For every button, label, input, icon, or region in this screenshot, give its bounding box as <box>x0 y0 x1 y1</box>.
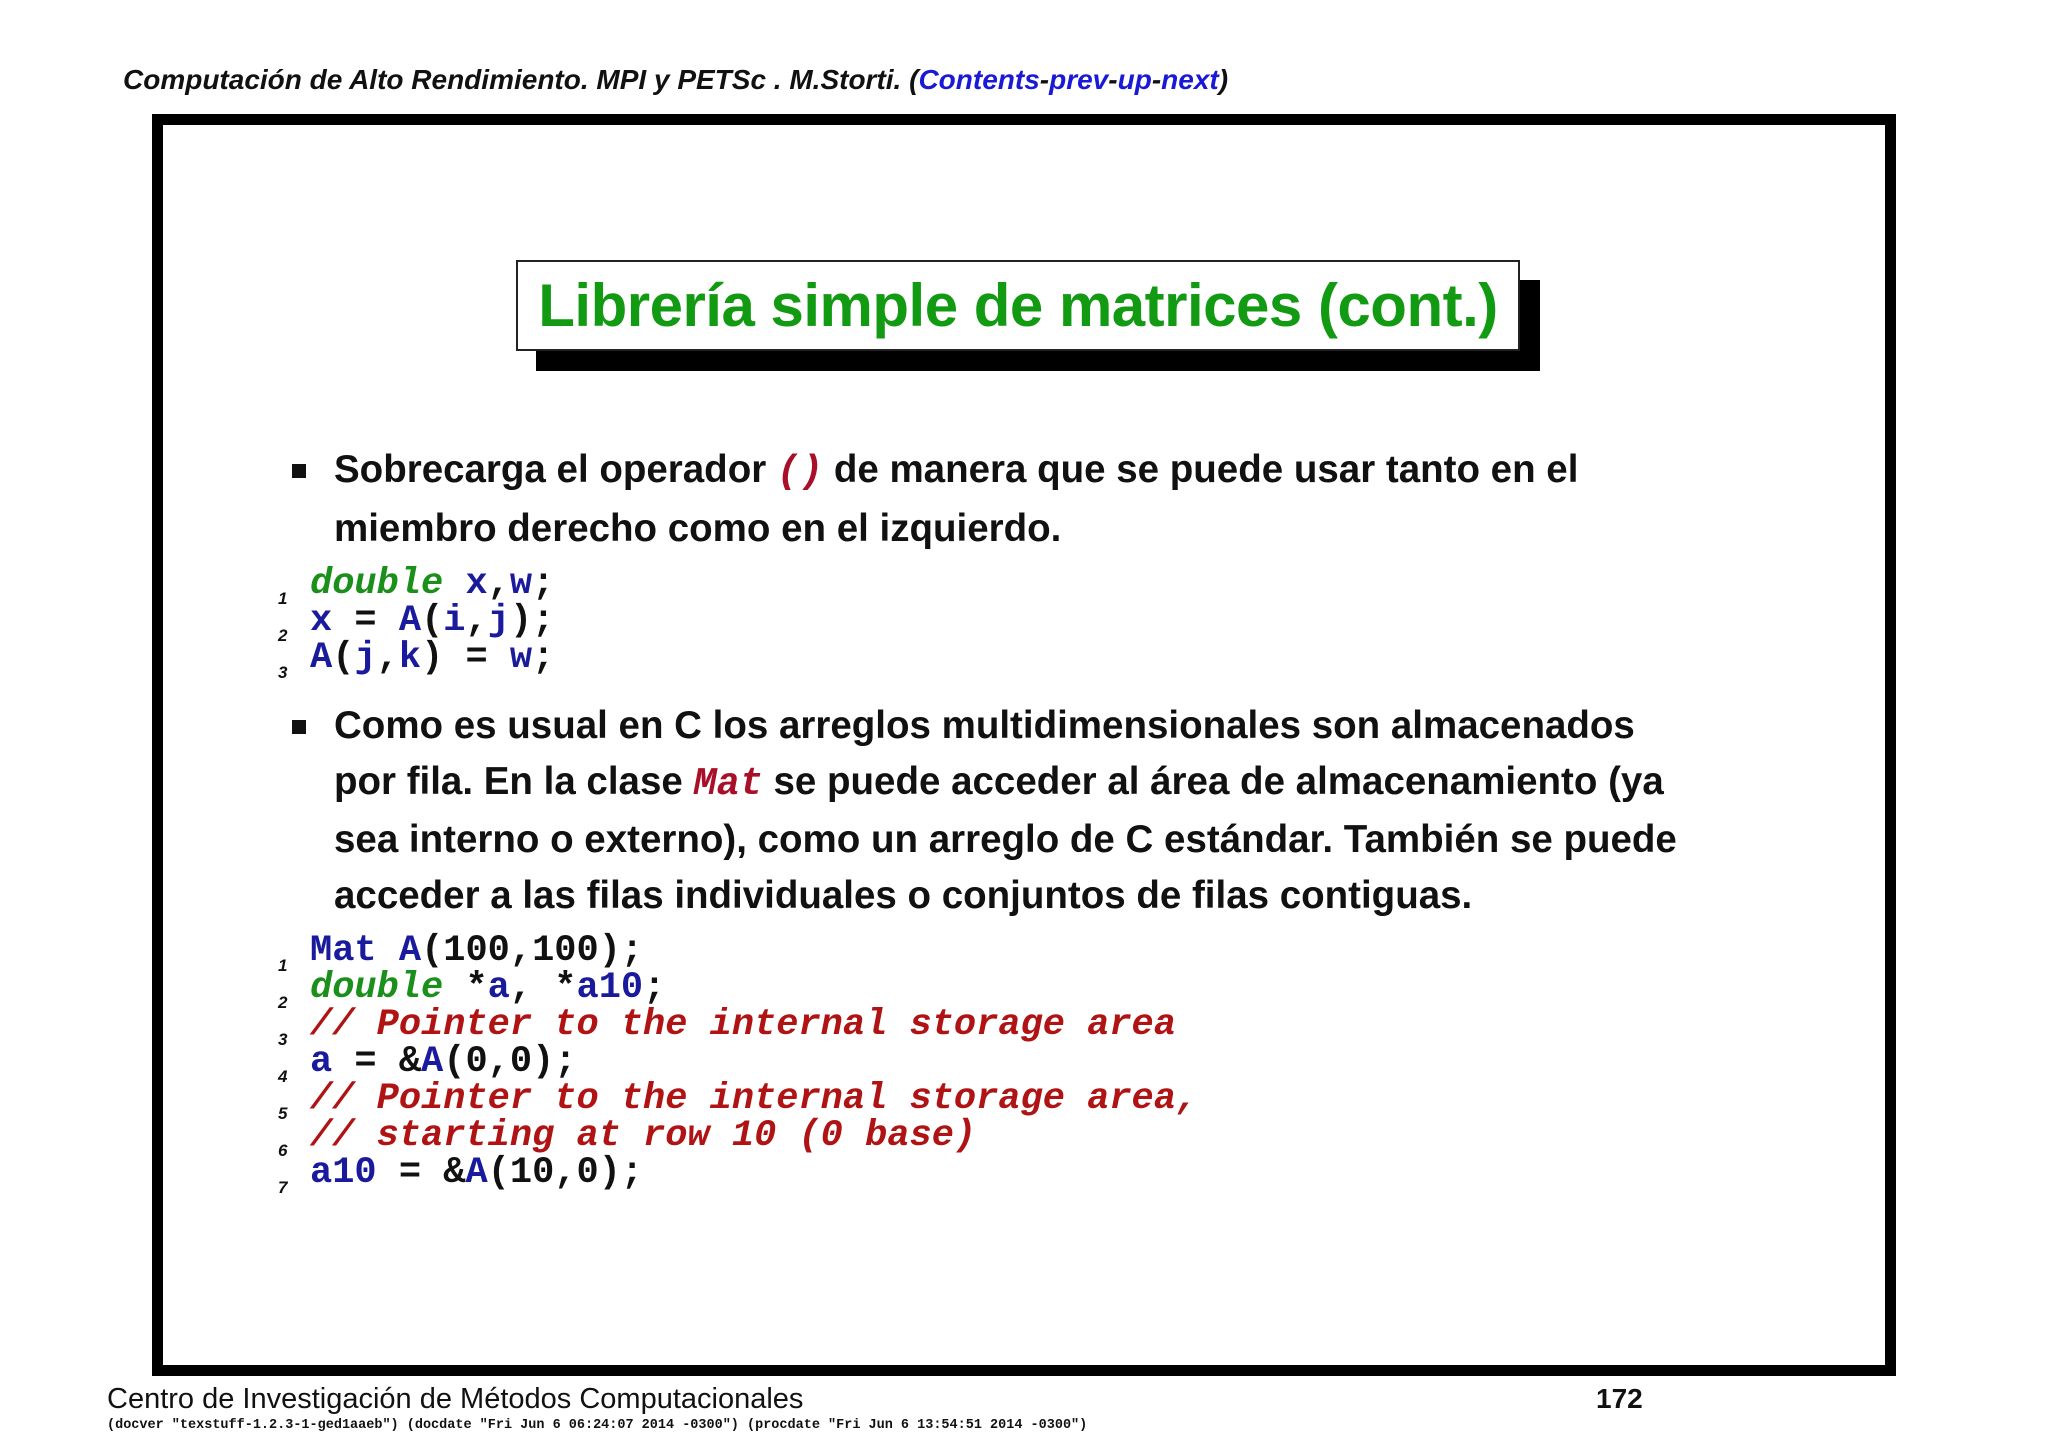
code-comment: // Pointer to the internal storage area <box>310 1004 1176 1046</box>
code-op: (0,0); <box>443 1041 577 1083</box>
line-number: 1 <box>278 956 288 975</box>
slide-title: Librería simple de matrices (cont.) <box>538 272 1498 339</box>
code-op: (100,100); <box>421 930 644 972</box>
inline-code: () <box>776 450 824 494</box>
code-identifier: a10 <box>576 967 644 1009</box>
code-op: = <box>332 600 399 642</box>
code-op: ( <box>421 600 444 642</box>
code-identifier: x <box>465 563 488 605</box>
text-span: Sobrecarga el operador <box>334 448 777 491</box>
code-identifier: A <box>465 1152 488 1194</box>
code-op <box>443 563 465 605</box>
code-op: (10,0); <box>487 1152 644 1194</box>
bullet-marker <box>292 720 306 734</box>
code-identifier: k <box>398 637 422 679</box>
header-close-paren: ) <box>1218 64 1229 95</box>
code-keyword: double <box>310 967 444 1009</box>
code-op: = & <box>376 1152 466 1194</box>
code-op: ; <box>532 563 555 605</box>
code-op: ) = <box>421 637 510 679</box>
code-op: , <box>376 637 399 679</box>
line-number: 3 <box>278 663 288 682</box>
code-keyword: double <box>310 563 444 605</box>
footer-institution: Centro de Investigación de Métodos Computacionales <box>107 1383 804 1415</box>
nav-contents-link[interactable]: Contents <box>918 64 1040 95</box>
line-number: 1 <box>278 589 288 608</box>
paragraph-line <box>334 442 1578 501</box>
code-line <box>270 1078 1199 1123</box>
code-identifier: w <box>509 637 533 679</box>
doc-version-info: (docver "texstuff-1.2.3-1-ged1aaeb") (docdate "Fri Jun 6 06:24:07 2014 -0300") (procdate "Fri Jun 6 13:54:51 2014 -0300") <box>107 1418 1088 1433</box>
nav-prev-link[interactable]: prev <box>1049 64 1109 95</box>
code-line <box>270 1041 577 1086</box>
page-number: 172 <box>1596 1383 1643 1414</box>
nav-next-link[interactable]: next <box>1161 64 1219 95</box>
page-header <box>123 64 1228 96</box>
code-identifier: A <box>398 600 422 642</box>
code-identifier: j <box>354 637 377 679</box>
code-op: * <box>443 967 488 1009</box>
paragraph-line <box>334 754 1677 813</box>
paragraph-line: acceder a las filas individuales o conjuntos de filas contiguas. <box>334 873 1473 917</box>
line-number: 4 <box>278 1067 288 1086</box>
paragraph-line: sea interno o externo), como un arreglo de C estándar. También se puede <box>334 818 1677 861</box>
code-identifier: i <box>443 600 466 642</box>
text-span: por fila. En la clase <box>334 759 694 803</box>
code-identifier: w <box>509 563 533 605</box>
code-comment: // starting at row 10 (0 base) <box>310 1115 977 1157</box>
slide-title-box <box>516 260 1520 351</box>
bullet-paragraph-2 <box>334 698 1677 923</box>
paragraph-line: Como es usual en C los arreglos multidimensionales son almacenados <box>334 704 1635 747</box>
code-op <box>377 930 399 972</box>
text-span: de manera que se puede usar tanto en el <box>823 448 1579 491</box>
code-line <box>270 563 555 608</box>
line-number: 5 <box>278 1104 288 1123</box>
nav-separator: - <box>1039 64 1050 95</box>
code-op: ; <box>532 637 555 679</box>
line-number: 6 <box>278 1141 288 1160</box>
code-op: ; <box>643 967 666 1009</box>
code-identifier: A <box>398 930 422 972</box>
code-identifier: a <box>310 1041 333 1083</box>
code-identifier: a10 <box>310 1152 377 1194</box>
code-line <box>270 1004 1176 1049</box>
text-span: se puede acceder al área de almacenamiento (ya <box>762 759 1664 803</box>
code-line <box>270 967 666 1012</box>
code-op: , * <box>509 967 577 1009</box>
header-title: Computación de Alto Rendimiento. MPI y PETSc . M.Storti. ( <box>123 64 919 95</box>
code-op: , <box>465 600 488 642</box>
nav-separator: - <box>1108 64 1118 95</box>
code-comment: // Pointer to the internal storage area, <box>310 1078 1199 1120</box>
nav-up-link[interactable]: up <box>1117 64 1152 95</box>
code-identifier: A <box>310 637 333 679</box>
code-identifier: x <box>310 600 333 642</box>
code-line <box>270 637 555 682</box>
line-number: 2 <box>278 626 288 645</box>
line-number: 3 <box>278 1030 288 1049</box>
code-op: ( <box>332 637 355 679</box>
code-identifier: A <box>421 1041 444 1083</box>
bullet-paragraph-1 <box>334 442 1578 556</box>
line-number: 7 <box>278 1178 288 1197</box>
code-line <box>270 600 555 645</box>
paragraph-line: miembro derecho como en el izquierdo. <box>334 506 1062 550</box>
code-op: ); <box>509 600 555 642</box>
code-block-1 <box>270 563 555 682</box>
line-number: 2 <box>278 993 288 1012</box>
code-op: = & <box>332 1041 422 1083</box>
code-block-2 <box>270 930 1199 1197</box>
code-line <box>270 930 644 975</box>
code-identifier: j <box>487 600 510 642</box>
bullet-marker <box>292 464 306 478</box>
code-type: Mat <box>310 930 377 972</box>
nav-separator: - <box>1151 64 1162 95</box>
code-op: , <box>487 563 510 605</box>
code-line <box>270 1152 644 1197</box>
inline-code: Mat <box>693 761 763 806</box>
code-line <box>270 1115 977 1160</box>
code-identifier: a <box>487 967 510 1009</box>
